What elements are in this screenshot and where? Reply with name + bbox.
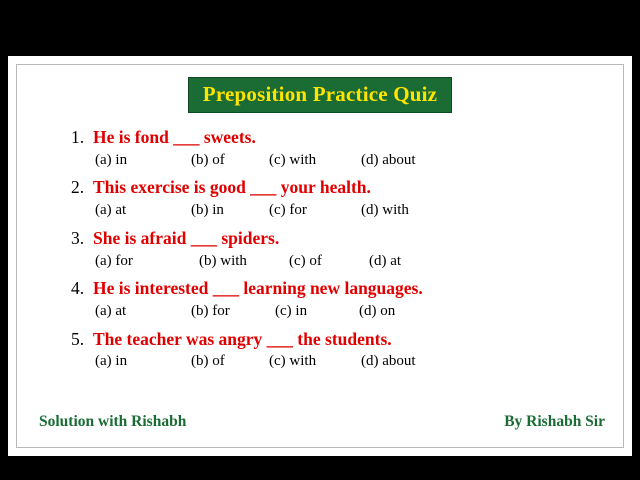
questions-list (17, 127, 623, 372)
answer-option[interactable]: (d) about (361, 151, 416, 168)
answer-option[interactable]: (a) at (95, 202, 127, 219)
footer (17, 413, 623, 431)
answer-option[interactable]: (a) at (95, 303, 127, 319)
question-item (71, 177, 599, 220)
answer-option[interactable]: (a) for (95, 252, 133, 269)
question-text-line (71, 278, 599, 300)
question-text-line (71, 329, 599, 351)
question-item (71, 329, 599, 372)
answer-option[interactable]: (b) for (191, 303, 230, 319)
question-prompt: He is fond ___ sweets. (93, 127, 256, 147)
question-number: 5. (71, 328, 85, 349)
answer-option[interactable]: (d) at (369, 252, 402, 269)
answer-option[interactable]: (c) in (275, 303, 308, 319)
option-row (71, 252, 599, 272)
footer-right-credit: By Rishabh Sir (504, 413, 605, 430)
quiz-card-inner-border (16, 64, 624, 448)
question-item (71, 127, 599, 170)
question-text-line (71, 127, 599, 149)
question-prompt: This exercise is good ___ your health. (93, 177, 371, 198)
question-prompt: The teacher was angry ___ the students. (93, 328, 392, 349)
answer-option[interactable]: (d) about (361, 353, 416, 370)
question-number: 2. (71, 177, 85, 198)
title-container (17, 77, 623, 113)
answer-option[interactable]: (c) for (269, 202, 307, 219)
answer-option[interactable]: (d) with (361, 202, 409, 219)
question-prompt: She is afraid ___ spiders. (93, 227, 280, 248)
question-item (71, 278, 599, 321)
option-row (71, 151, 599, 171)
answer-option[interactable]: (d) on (359, 303, 396, 319)
answer-option[interactable]: (b) in (191, 202, 224, 219)
answer-option[interactable]: (a) in (95, 353, 128, 370)
question-text-line (71, 228, 599, 250)
answer-option[interactable]: (b) of (191, 151, 225, 168)
answer-option[interactable]: (c) of (289, 252, 322, 269)
option-row (71, 352, 599, 372)
question-prompt: He is interested ___ learning new languages. (93, 278, 423, 299)
answer-option[interactable]: (b) of (191, 353, 225, 370)
question-number: 4. (71, 278, 85, 299)
page-title: Preposition Practice Quiz (188, 77, 452, 113)
question-text-line (71, 177, 599, 199)
question-item (71, 228, 599, 271)
option-row (71, 302, 599, 322)
option-row (71, 201, 599, 221)
footer-left-credit: Solution with Rishabh (39, 413, 187, 430)
answer-option[interactable]: (a) in (95, 151, 128, 168)
answer-option[interactable]: (c) with (269, 151, 317, 168)
quiz-card (8, 56, 632, 456)
answer-option[interactable]: (c) with (269, 353, 317, 370)
question-number: 1. (71, 127, 85, 147)
answer-option[interactable]: (b) with (199, 252, 247, 269)
question-number: 3. (71, 227, 85, 248)
